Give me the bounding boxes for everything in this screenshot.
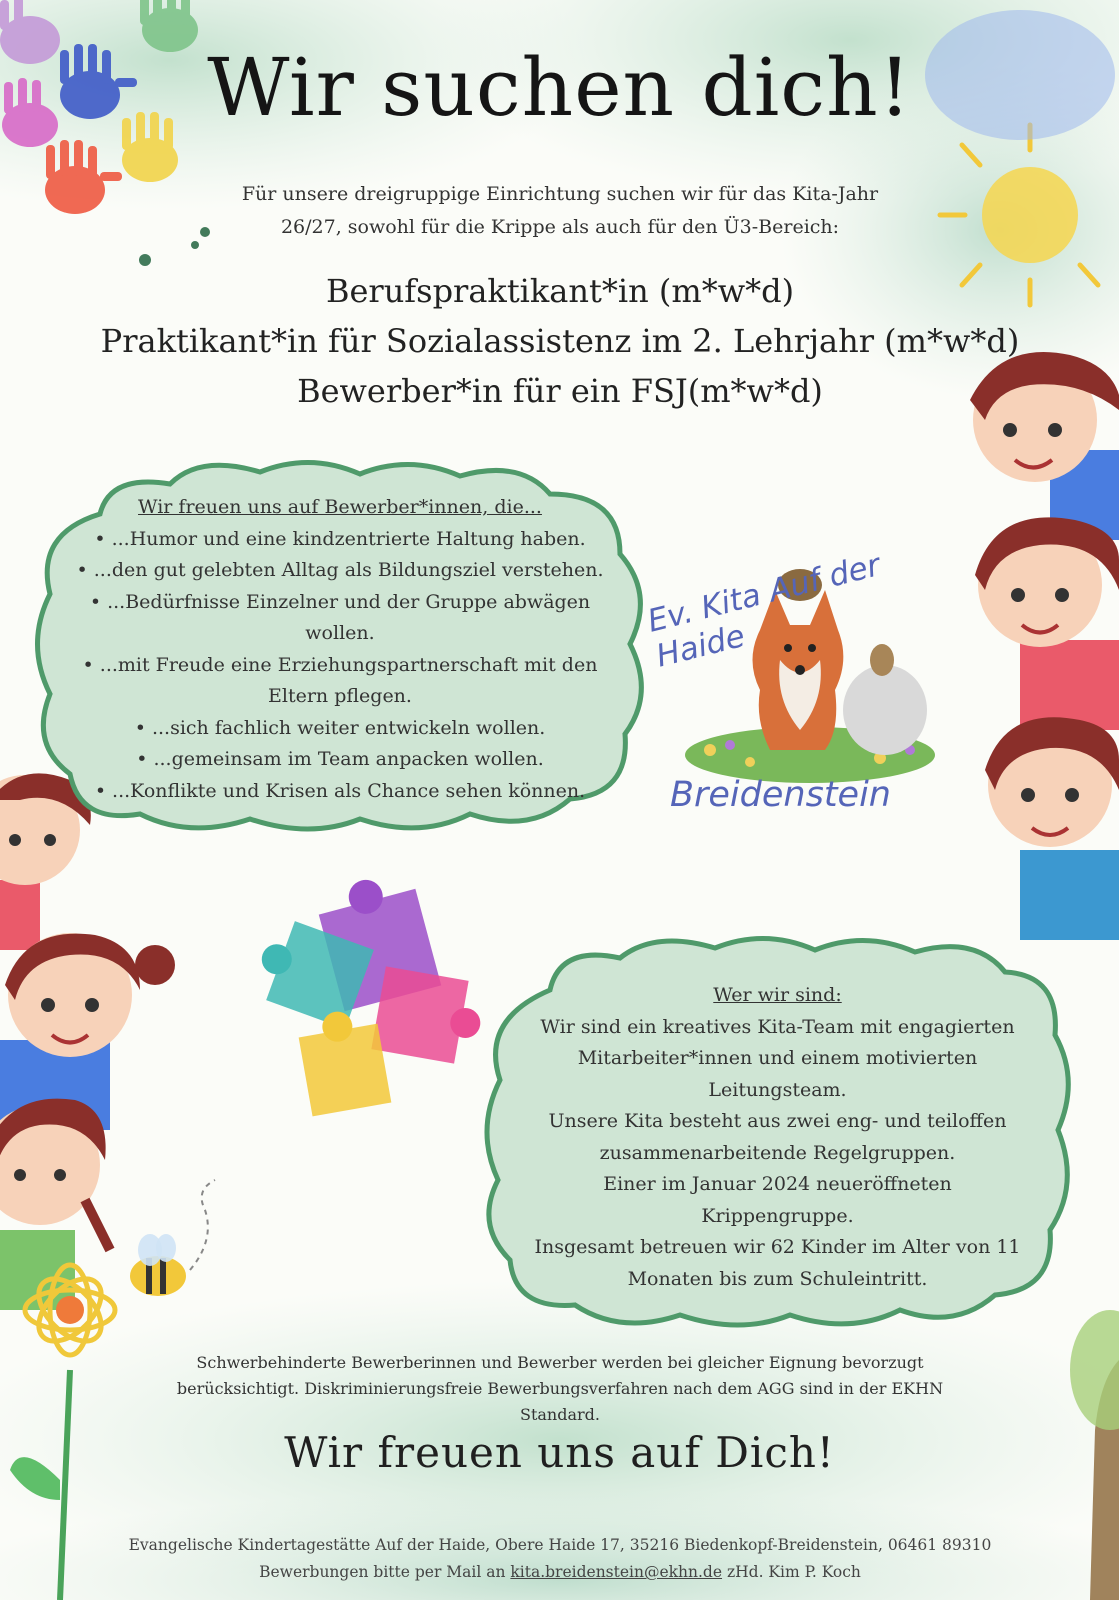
disclaimer-line: berücksichtigt. Diskriminierungsfreie Bewerbungsverfahren nach dem AGG sind in der EKHN [176,1379,944,1398]
requirement-line: • ...mit Freude eine Erziehungspartnerschaft mit den [82,653,598,676]
requirements-heading: Wir freuen uns auf Bewerber*innen, die... [138,496,542,518]
about-line: zusammenarbeitende Regelgruppen. [599,1141,956,1164]
headline: Wir suchen dich! [207,41,912,134]
requirement-line: • ...den gut gelebten Alltag als Bildungsziel verstehen. [76,559,604,581]
disclaimer-line: Standard. [520,1405,600,1424]
intro-line: 26/27, sowohl für die Krippe als auch für den Ü3-Bereich: [280,216,840,238]
position-list [20,266,1100,416]
bee-drawing [130,1180,215,1296]
position-title: Bewerber*in für ein FSJ(m*w*d) [297,372,823,410]
about-line: Mitarbeiter*innen und einem motivierten [577,1047,978,1069]
about-heading: Wer wir sind: [713,984,842,1006]
footer-mail-prefix: Bewerbungen bitte per Mail an [259,1563,511,1581]
disclaimer [110,1350,1010,1428]
children-illustration-left [0,773,175,1310]
intro-text [180,178,940,244]
closing-text: Wir freuen uns auf Dich! [284,1428,835,1477]
about-line: Wir sind ein kreatives Kita-Team mit engagierten [540,1015,1015,1038]
requirements-box [50,492,630,807]
about-box [505,980,1050,1295]
footer [40,1532,1080,1586]
puzzle-pieces [248,868,487,1117]
requirement-line: Eltern pflegen. [268,685,412,707]
about-line: Krippengruppe. [701,1204,854,1227]
about-line: Unsere Kita besteht aus zwei eng- und teiloffen [548,1110,1007,1132]
logo-top-text: Ev. Kita Auf der Haide [644,547,884,675]
footer-mail-line [40,1559,1080,1586]
logo-bottom-text: Breidenstein [670,775,891,815]
requirement-line: • ...Konflikte und Krisen als Chance sehen können. [94,779,586,802]
about-line: Monaten bis zum Schuleintritt. [627,1267,928,1290]
intro-line: Für unsere dreigruppige Einrichtung suchen wir für das Kita-Jahr [241,183,879,205]
about-line: Leitungsteam. [708,1078,847,1101]
position-title: Praktikant*in für Sozialassistenz im 2. Lehrjahr (m*w*d) [100,322,1020,360]
requirement-line: • ...Humor und eine kindzentrierte Haltung haben. [94,527,586,550]
requirement-line: • ...Bedürfnisse Einzelner und der Gruppe abwägen [89,590,591,613]
position-title: Berufspraktikant*in (m*w*d) [325,272,795,310]
children-illustration-right [970,352,1119,940]
requirement-line: • ...sich fachlich weiter entwickeln wollen. [134,716,546,739]
about-line: Insgesamt betreuen wir 62 Kinder im Alter von 11 [534,1236,1021,1258]
disclaimer-line: Schwerbehinderte Bewerberinnen und Bewerber werden bei gleicher Eignung bevorzugt [196,1353,924,1372]
requirement-line: wollen. [305,622,375,644]
footer-mail-suffix: zHd. Kim P. Koch [722,1563,861,1581]
about-line: Einer im Januar 2024 neueröffneten [603,1173,952,1195]
footer-address: Evangelische Kindertagestätte Auf der Haide, Obere Haide 17, 35216 Biedenkopf-Breidenstein, 06461 89310 [128,1536,992,1554]
requirement-line: • ...gemeinsam im Team anpacken wollen. [136,748,544,770]
email-link[interactable]: kita.breidenstein@ekhn.de [510,1563,723,1581]
